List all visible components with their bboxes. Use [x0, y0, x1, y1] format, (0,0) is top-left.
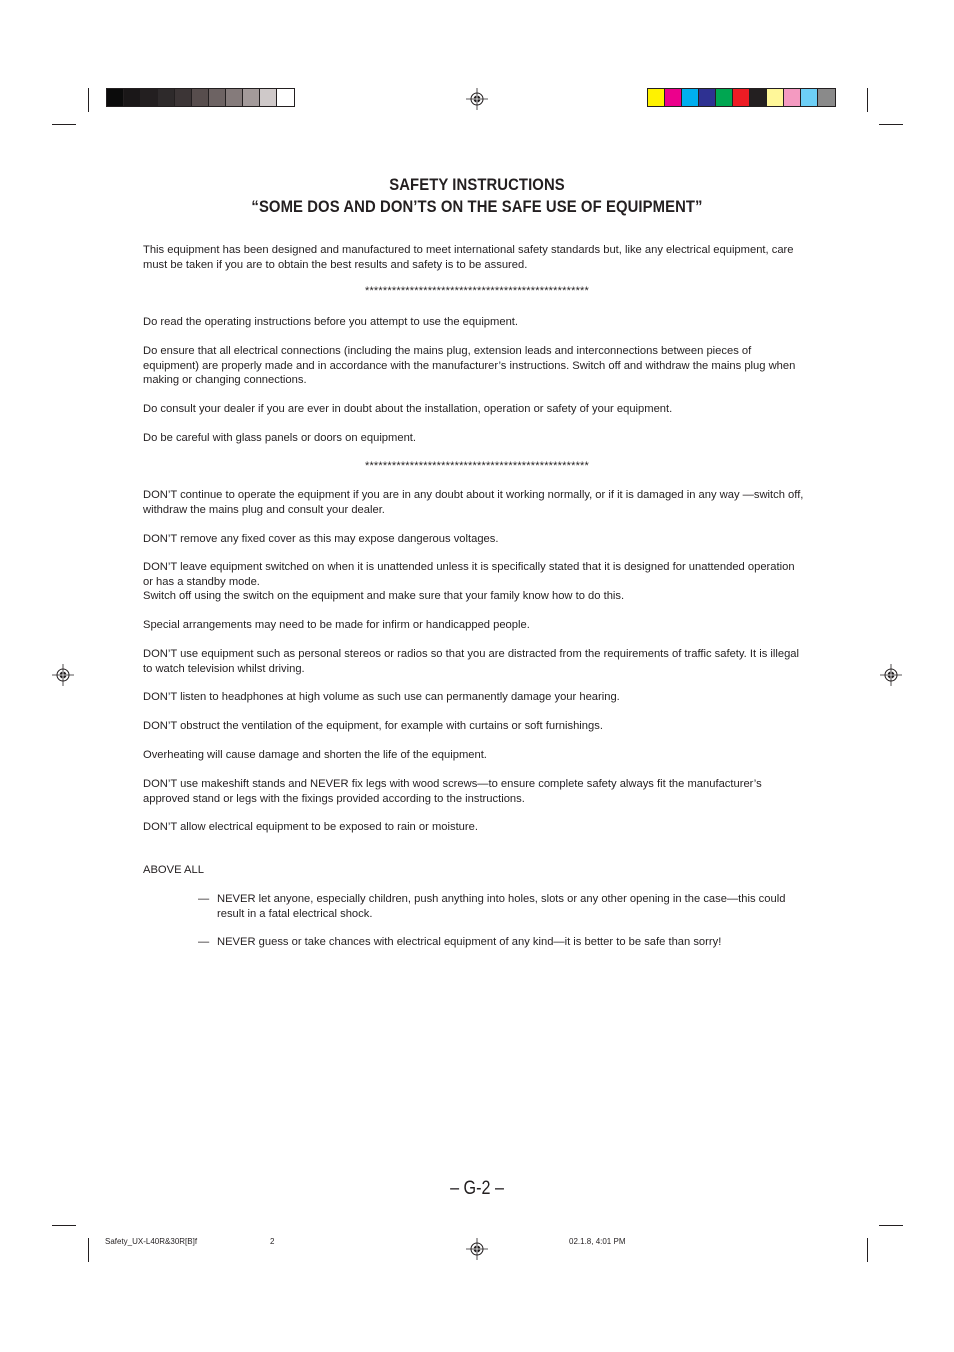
above-all-item: NEVER let anyone, especially children, push anything into holes, slots or any other opening in the case—this could result in a fatal electrical shock.: [217, 893, 786, 920]
dont-item: DON’T leave equipment switched on when it is unattended unless it is specifically stated that it is designed for unattended operation or has a standby mode.: [143, 561, 795, 588]
color-swatch: [699, 89, 716, 106]
registration-mark-icon: [880, 664, 902, 686]
process-color-bar: [647, 88, 836, 107]
crop-mark-bottom-left-v: [88, 1238, 89, 1262]
dont-item: DON’T remove any fixed cover as this may expose dangerous voltages.: [143, 533, 499, 545]
color-swatch: [192, 89, 209, 106]
color-swatch: [209, 89, 226, 106]
color-swatch: [158, 89, 175, 106]
crop-mark-top-left-h: [52, 124, 76, 125]
footer-page: 2: [270, 1237, 275, 1246]
color-swatch: [243, 89, 260, 106]
color-swatch: [107, 89, 124, 106]
color-swatch: [733, 89, 750, 106]
dash-marker: —: [198, 936, 210, 948]
grayscale-color-bar: [106, 88, 295, 107]
color-swatch: [767, 89, 784, 106]
do-item: Do read the operating instructions before you attempt to use the equipment.: [143, 316, 519, 328]
dont-item: DON’T continue to operate the equipment if you are in any doubt about it working normally, or if it is damaged in any way —switch off, withdraw the mains plug and consult your dealer.: [143, 489, 804, 516]
crop-mark-top-left-v: [88, 88, 89, 112]
color-swatch: [801, 89, 818, 106]
dont-item: DON’T use equipment such as personal stereos or radios so that you are distracted from the requirements of traffic safety. It is illegal to watch television whilst driving.: [143, 648, 800, 675]
crop-mark-bottom-left-h: [52, 1225, 76, 1226]
do-item: Do consult your dealer if you are ever in doubt about the installation, operation or safety of your equipment.: [143, 403, 673, 415]
footer-filename: Safety_UX-L40R&30R[B]f: [105, 1237, 198, 1246]
color-swatch: [648, 89, 665, 106]
color-swatch: [784, 89, 801, 106]
crop-mark-bottom-right-v: [867, 1238, 868, 1262]
color-swatch: [141, 89, 158, 106]
crop-mark-top-right-v: [867, 88, 868, 112]
dont-item: DON’T listen to headphones at high volume as such use can permanently damage your hearing.: [143, 691, 620, 703]
footer-timestamp: 02.1.8, 4:01 PM: [569, 1237, 626, 1246]
registration-mark-icon: [466, 88, 488, 110]
color-swatch: [175, 89, 192, 106]
do-item: Do ensure that all electrical connections (including the mains plug, extension leads and interconnections between pieces of equipment) are properly made and in accordance with the manufacturer’s instructions. Switch off and withdraw the mains plug when making or changing connections.: [143, 345, 796, 387]
separator: **************************************************: [364, 285, 590, 297]
color-swatch: [750, 89, 767, 106]
intro-paragraph: This equipment has been designed and manufactured to meet international safety standards but, like any electrical equipment, care must be taken if you are to obtain the best results and safety is to be assured.: [143, 244, 794, 271]
above-all-heading: ABOVE ALL: [143, 864, 204, 876]
registration-mark-icon: [466, 1238, 488, 1260]
color-swatch: [260, 89, 277, 106]
crop-mark-bottom-right-h: [879, 1225, 903, 1226]
color-swatch: [716, 89, 733, 106]
page-title: SAFETY INSTRUCTIONS: [389, 176, 565, 194]
color-swatch: [818, 89, 835, 106]
dash-marker: —: [198, 893, 210, 905]
color-swatch: [226, 89, 243, 106]
above-all-item: NEVER guess or take chances with electrical equipment of any kind—it is better to be safe than sorry!: [217, 936, 722, 948]
color-swatch: [665, 89, 682, 106]
page-number: – G-2 –: [450, 1178, 504, 1199]
dont-item: DON’T obstruct the ventilation of the equipment, for example with curtains or soft furnishings.: [143, 720, 603, 732]
dont-item: Switch off using the switch on the equipment and make sure that your family know how to do this.: [143, 590, 625, 602]
registration-mark-icon: [52, 664, 74, 686]
color-swatch: [124, 89, 141, 106]
crop-mark-top-right-h: [879, 124, 903, 125]
color-swatch: [277, 89, 294, 106]
page-subtitle: “SOME DOS AND DON’TS ON THE SAFE USE OF EQUIPMENT”: [251, 198, 703, 216]
dont-item: Special arrangements may need to be made for infirm or handicapped people.: [143, 619, 530, 631]
do-item: Do be careful with glass panels or doors on equipment.: [143, 432, 417, 444]
dont-item: DON’T allow electrical equipment to be exposed to rain or moisture.: [143, 821, 478, 833]
separator: **************************************************: [364, 460, 590, 472]
dont-item: Overheating will cause damage and shorten the life of the equipment.: [143, 749, 487, 761]
color-swatch: [682, 89, 699, 106]
dont-item: DON’T use makeshift stands and NEVER fix legs with wood screws—to ensure complete safety always fit the manufacturer’s approved stand or legs with the fixings provided according to the instructions.: [143, 778, 762, 805]
